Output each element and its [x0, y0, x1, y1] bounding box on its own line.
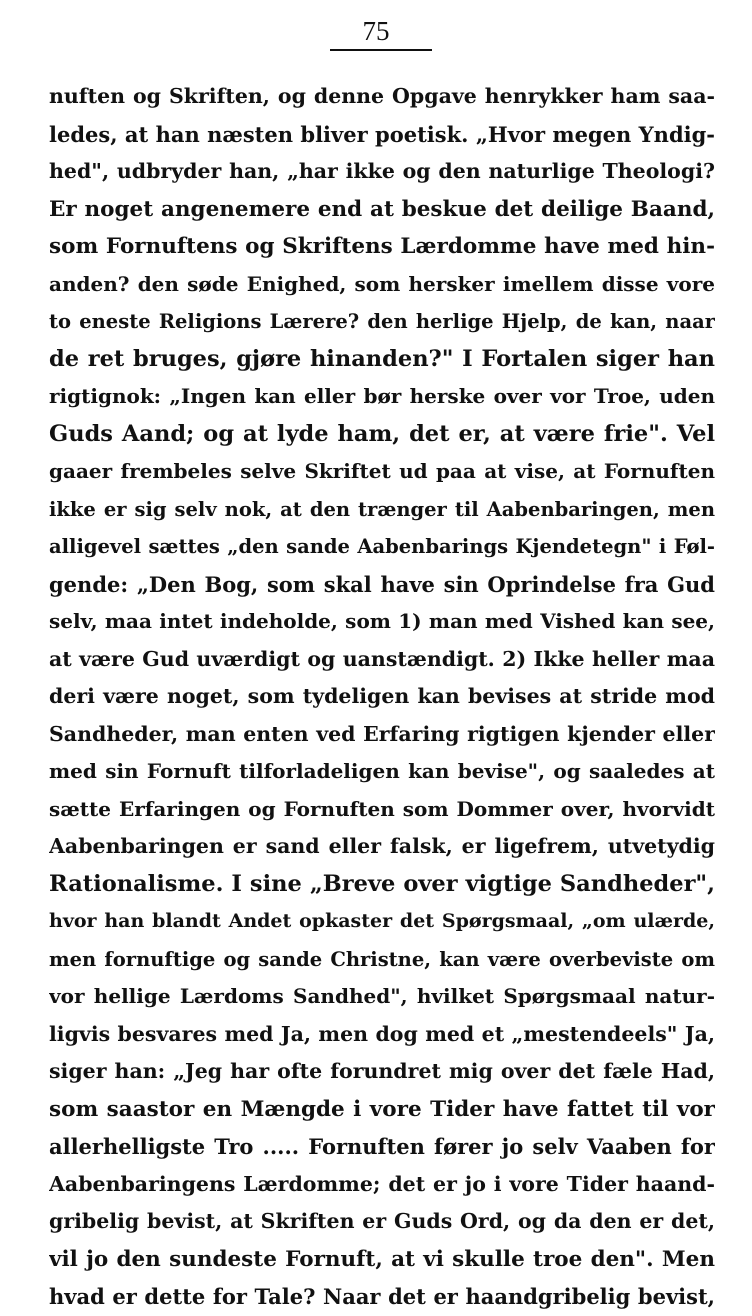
- text-line: som Fornuftens og Skriftens Lærdomme have med hin-: [49, 234, 715, 259]
- text-line: hed", udbryder han, „har ikke og den naturlige Theologi?: [49, 159, 715, 183]
- text-line: nuften og Skriften, og denne Opgave henrykker ham saa-: [49, 84, 715, 108]
- text-line: Aabenbaringen er sand eller falsk, er ligefrem, utvetydig: [49, 834, 715, 858]
- text-line: som saastor en Mængde i vore Tider have fattet til vor: [49, 1096, 715, 1122]
- text-line: allerhelligste Tro ..... Fornuften fører jo selv Vaaben for: [49, 1134, 715, 1159]
- text-line: med sin Fornuft tilforladeligen kan bevise", og saaledes at: [49, 759, 715, 783]
- header-rule: [330, 49, 432, 51]
- text-line: men fornuftige og sande Christne, kan være overbeviste om: [49, 947, 715, 971]
- text-line: anden? den søde Enighed, som hersker imellem disse vore: [49, 271, 715, 296]
- page-number: 75: [362, 16, 390, 46]
- text-line: Sandheder, man enten ved Erfaring rigtigen kjender eller: [49, 721, 715, 746]
- text-line: at være Gud uværdigt og uanstændigt. 2) Ikke heller maa: [49, 646, 715, 671]
- text-line: hvor han blandt Andet opkaster det Spørgsmaal, „om ulærde,: [49, 910, 715, 932]
- text-line: ligvis besvares med Ja, men dog med et „mestendeels" Ja,: [49, 1021, 715, 1046]
- text-line: Rationalisme. I sine „Breve over vigtige Sandheder",: [49, 870, 715, 897]
- text-line: rigtignok: „Ingen kan eller bør herske over vor Troe, uden: [49, 384, 715, 408]
- text-line: selv, maa intet indeholde, som 1) man med Vished kan see,: [49, 609, 715, 633]
- text-line: vil jo den sundeste Fornuft, at vi skulle troe den". Men: [49, 1246, 715, 1272]
- text-line: Er noget angenemere end at beskue det deilige Baand,: [49, 196, 715, 222]
- text-line: hvad er dette for Tale? Naar det er haandgribelig bevist,: [49, 1284, 715, 1309]
- text-line: to eneste Religions Lærere? den herlige Hjelp, de kan, naar: [49, 310, 715, 333]
- text-line: alligevel sættes „den sande Aabenbarings Kjendetegn" i Føl-: [49, 535, 715, 558]
- body-text: [49, 78, 715, 1316]
- text-line: de ret bruges, gjøre hinanden?" I Fortalen siger han: [49, 345, 715, 372]
- page-header: [0, 14, 752, 48]
- text-line: Guds Aand; og at lyde ham, det er, at være frie". Vel: [49, 420, 715, 447]
- text-line: siger han: „Jeg har ofte forundret mig over det fæle Had,: [49, 1059, 715, 1083]
- text-line: ledes, at han næsten bliver poetisk. „Hvor megen Yndig-: [49, 121, 715, 147]
- text-line: ikke er sig selv nok, at den trænger til Aabenbaringen, men: [49, 497, 715, 521]
- text-line: Aabenbaringens Lærdomme; det er jo i vore Tider haand-: [49, 1171, 715, 1196]
- text-line: vor hellige Lærdoms Sandhed", hvilket Spørgsmaal natur-: [49, 984, 715, 1008]
- text-line: gribelig bevist, at Skriften er Guds Ord, og da den er det,: [49, 1209, 715, 1233]
- text-line: gende: „Den Bog, som skal have sin Oprindelse fra Gud: [49, 571, 715, 597]
- text-line: gaaer frembeles selve Skriftet ud paa at vise, at Fornuften: [49, 459, 715, 483]
- text-line: sætte Erfaringen og Fornuften som Dommer over, hvorvidt: [49, 796, 715, 821]
- text-line: deri være noget, som tydeligen kan bevises at stride mod: [49, 684, 715, 708]
